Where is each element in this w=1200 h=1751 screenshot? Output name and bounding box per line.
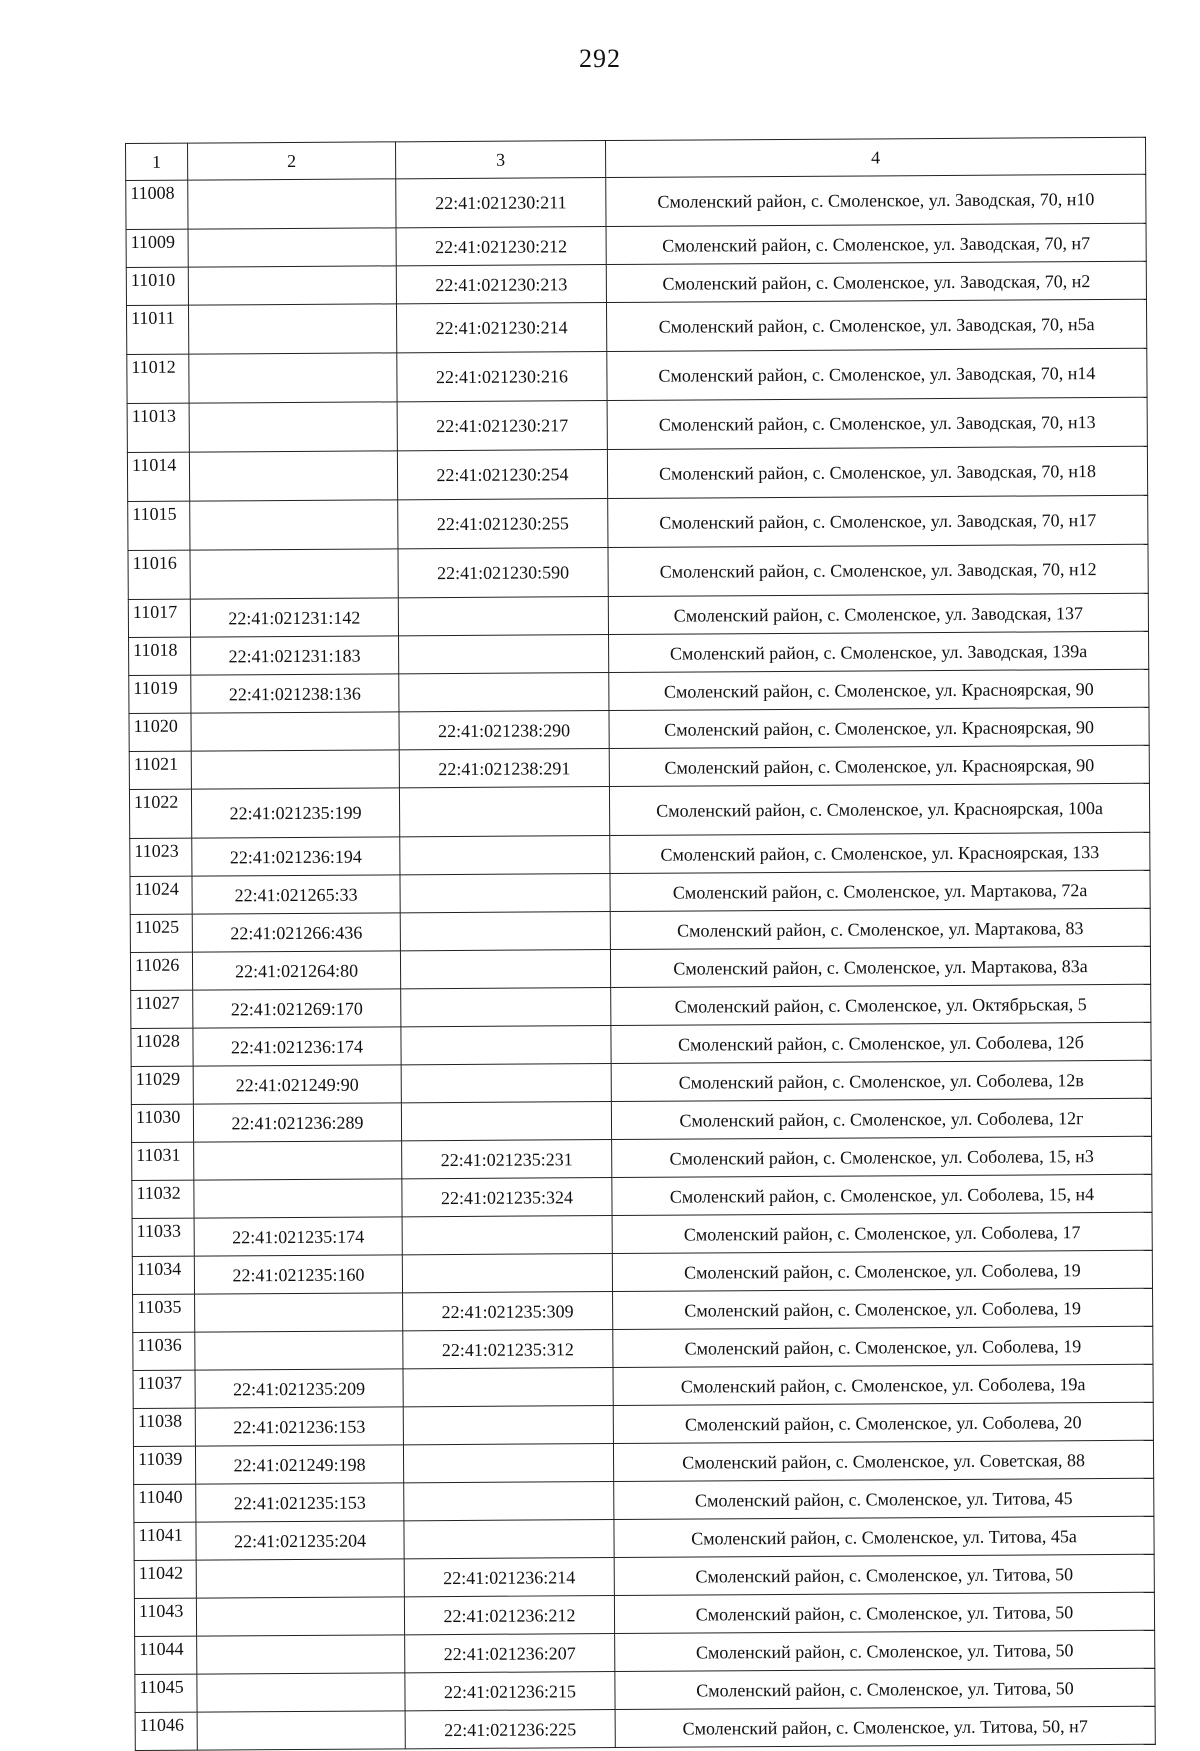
- cadastral-number-land-cell: [197, 1711, 405, 1750]
- address-cell: Смоленский район, с. Смоленское, ул. Соболева, 19а: [613, 1364, 1153, 1405]
- table-row: [130, 908, 1150, 952]
- cadastral-number-building-cell: [402, 1254, 612, 1293]
- table-row: [130, 946, 1150, 990]
- row-number-cell: 11033: [132, 1218, 194, 1256]
- row-number-cell: 11039: [133, 1446, 195, 1484]
- address-cell: Смоленский район, с. Смоленское, ул. Соболева, 15, н4: [612, 1174, 1152, 1215]
- cadastral-number-building-cell: [399, 673, 609, 712]
- address-cell: Смоленский район, с. Смоленское, ул. Титова, 45: [614, 1478, 1154, 1519]
- cadastral-number-land-cell: 22:41:021236:153: [195, 1407, 403, 1446]
- cadastral-number-building-cell: 22:41:021235:309: [403, 1292, 613, 1331]
- address-cell: Смоленский район, с. Смоленское, ул. Титова, 50: [614, 1554, 1154, 1595]
- cadastral-number-land-cell: 22:41:021264:80: [192, 951, 400, 990]
- cadastral-number-building-cell: 22:41:021238:291: [399, 749, 609, 788]
- cadastral-number-building-cell: 22:41:021230:212: [396, 227, 606, 266]
- row-number-cell: 11017: [128, 599, 190, 637]
- cadastral-number-land-cell: 22:41:021236:174: [193, 1027, 401, 1066]
- address-cell: Смоленский район, с. Смоленское, ул. Мартакова, 83: [610, 908, 1150, 949]
- table-header: [126, 137, 1146, 180]
- cadastral-number-building-cell: 22:41:021236:214: [404, 1558, 614, 1597]
- row-number-cell: 11031: [132, 1142, 194, 1180]
- table-row: [134, 1592, 1154, 1636]
- table-row: [126, 223, 1146, 267]
- address-cell: Смоленский район, с. Смоленское, ул. Соболева, 12г: [611, 1098, 1151, 1139]
- table-row: [134, 1478, 1154, 1522]
- row-number-cell: 11014: [127, 452, 189, 501]
- cadastral-number-land-cell: 22:41:021236:194: [192, 837, 400, 876]
- cadastral-number-land-cell: 22:41:021269:170: [193, 989, 401, 1028]
- table-row: [135, 1668, 1155, 1712]
- row-number-cell: 11018: [129, 637, 191, 675]
- address-cell: Смоленский район, с. Смоленское, ул. Соболева, 19: [612, 1250, 1152, 1291]
- cadastral-number-land-cell: [191, 750, 399, 789]
- cadastral-number-land-cell: [188, 228, 396, 267]
- table-row: [131, 1022, 1151, 1066]
- row-number-cell: 11022: [129, 789, 191, 838]
- table-row: [126, 174, 1146, 229]
- address-cell: Смоленский район, с. Смоленское, ул. Красноярская, 90: [609, 707, 1149, 748]
- cadastral-number-land-cell: 22:41:021235:204: [196, 1521, 404, 1560]
- cadastral-number-building-cell: [402, 1216, 612, 1255]
- cadastral-number-building-cell: 22:41:021236:212: [404, 1596, 614, 1635]
- address-cell: Смоленский район, с. Смоленское, ул. Красноярская, 133: [610, 832, 1150, 873]
- cadastral-number-building-cell: [400, 836, 610, 875]
- cadastral-number-land-cell: [188, 179, 396, 229]
- cadastral-number-land-cell: [197, 1635, 405, 1674]
- address-cell: Смоленский район, с. Смоленское, ул. Мартакова, 83а: [610, 946, 1150, 987]
- address-cell: Смоленский район, с. Смоленское, ул. Октябрьская, 5: [611, 984, 1151, 1025]
- cadastral-number-land-cell: 22:41:021238:136: [191, 674, 399, 713]
- address-cell: Смоленский район, с. Смоленское, ул. Титова, 50: [615, 1630, 1155, 1671]
- table-row: [132, 1212, 1152, 1256]
- cadastral-number-building-cell: 22:41:021238:290: [399, 711, 609, 750]
- row-number-cell: 11010: [126, 267, 188, 305]
- cadastral-number-land-cell: 22:41:021235:174: [194, 1217, 402, 1256]
- column-header-4: 4: [605, 137, 1145, 177]
- table-row: [133, 1440, 1153, 1484]
- cadastral-number-land-cell: [190, 500, 398, 550]
- table-row: [134, 1554, 1154, 1598]
- address-cell: Смоленский район, с. Смоленское, ул. Заводская, 137: [608, 593, 1148, 634]
- cadastral-number-land-cell: [188, 304, 396, 354]
- cadastral-number-land-cell: 22:41:021231:183: [191, 636, 399, 675]
- cadastral-number-land-cell: [189, 402, 397, 452]
- table-row: [130, 870, 1150, 914]
- cadastral-number-building-cell: [403, 1406, 613, 1445]
- table-row: [133, 1288, 1153, 1332]
- address-cell: Смоленский район, с. Смоленское, ул. Красноярская, 90: [609, 745, 1149, 786]
- row-number-cell: 11009: [126, 229, 188, 267]
- cadastral-number-building-cell: [400, 950, 610, 989]
- cadastral-number-building-cell: 22:41:021230:213: [396, 265, 606, 304]
- cadastral-number-building-cell: [404, 1520, 614, 1559]
- row-number-cell: 11011: [126, 305, 188, 354]
- row-number-cell: 11024: [130, 876, 192, 914]
- row-number-cell: 11041: [134, 1522, 196, 1560]
- row-number-cell: 11028: [131, 1028, 193, 1066]
- row-number-cell: 11035: [133, 1294, 195, 1332]
- cadastral-number-building-cell: [404, 1482, 614, 1521]
- cadastral-number-building-cell: [399, 635, 609, 674]
- cadastral-number-land-cell: [196, 1597, 404, 1636]
- table-row: [132, 1136, 1152, 1180]
- address-cell: Смоленский район, с. Смоленское, ул. Титова, 50: [615, 1668, 1155, 1709]
- cadastral-number-land-cell: 22:41:021235:160: [194, 1255, 402, 1294]
- row-number-cell: 11026: [130, 952, 192, 990]
- cadastral-number-building-cell: 22:41:021236:225: [405, 1710, 615, 1749]
- table-row: [129, 783, 1149, 838]
- table-body: [126, 174, 1156, 1750]
- address-cell: Смоленский район, с. Смоленское, ул. Соболева, 17: [612, 1212, 1152, 1253]
- address-cell: Смоленский район, с. Смоленское, ул. Соболева, 19: [613, 1326, 1153, 1367]
- page-number: 292: [579, 44, 621, 73]
- registry-table: [125, 137, 1156, 1751]
- row-number-cell: 11021: [129, 751, 191, 789]
- table-row: [126, 299, 1146, 354]
- row-number-cell: 11046: [135, 1712, 197, 1750]
- address-cell: Смоленский район, с. Смоленское, ул. Титова, 45а: [614, 1516, 1154, 1557]
- column-header-3: 3: [395, 141, 605, 179]
- table-row: [135, 1630, 1155, 1674]
- address-cell: Смоленский район, с. Смоленское, ул. Красноярская, 100а: [609, 783, 1149, 835]
- cadastral-number-land-cell: 22:41:021249:90: [193, 1065, 401, 1104]
- cadastral-number-land-cell: [195, 1293, 403, 1332]
- cadastral-number-building-cell: [400, 912, 610, 951]
- row-number-cell: 11029: [131, 1066, 193, 1104]
- row-number-cell: 11032: [132, 1180, 194, 1218]
- table-row: [135, 1706, 1155, 1750]
- row-number-cell: 11019: [129, 675, 191, 713]
- cadastral-number-building-cell: [401, 988, 611, 1027]
- address-cell: Смоленский район, с. Смоленское, ул. Соболева, 12в: [611, 1060, 1151, 1101]
- table-row: [131, 1060, 1151, 1104]
- row-number-cell: 11037: [133, 1370, 195, 1408]
- address-cell: Смоленский район, с. Смоленское, ул. Соболева, 19: [613, 1288, 1153, 1329]
- address-cell: Смоленский район, с. Смоленское, ул. Заводская, 139а: [609, 631, 1149, 672]
- table-row: [132, 1174, 1152, 1218]
- row-number-cell: 11025: [130, 914, 192, 952]
- row-number-cell: 11044: [135, 1636, 197, 1674]
- row-number-cell: 11023: [130, 838, 192, 876]
- table-row: [133, 1364, 1153, 1408]
- cadastral-number-land-cell: [196, 1559, 404, 1598]
- cadastral-number-building-cell: [399, 787, 609, 837]
- cadastral-number-land-cell: 22:41:021249:198: [195, 1445, 403, 1484]
- address-cell: Смоленский район, с. Смоленское, ул. Соболева, 15, н3: [612, 1136, 1152, 1177]
- cadastral-number-building-cell: 22:41:021230:211: [396, 178, 606, 228]
- row-number-cell: 11038: [133, 1408, 195, 1446]
- cadastral-number-land-cell: [194, 1179, 402, 1218]
- table-row: [131, 984, 1151, 1028]
- table-row: [128, 495, 1148, 550]
- cadastral-number-land-cell: [195, 1331, 403, 1370]
- row-number-cell: 11013: [127, 403, 189, 452]
- cadastral-number-building-cell: [400, 874, 610, 913]
- address-cell: Смоленский район, с. Смоленское, ул. Заводская, 70, н17: [608, 495, 1148, 547]
- cadastral-number-building-cell: [401, 1064, 611, 1103]
- row-number-cell: 11045: [135, 1674, 197, 1712]
- cadastral-number-building-cell: 22:41:021235:312: [403, 1330, 613, 1369]
- cadastral-number-land-cell: [189, 353, 397, 403]
- cadastral-number-land-cell: [190, 549, 398, 599]
- row-number-cell: 11036: [133, 1332, 195, 1370]
- cadastral-number-land-cell: 22:41:021231:142: [190, 598, 398, 637]
- cadastral-number-building-cell: [403, 1368, 613, 1407]
- cadastral-number-land-cell: 22:41:021235:199: [191, 788, 399, 838]
- column-header-2: 2: [188, 142, 396, 180]
- cadastral-number-building-cell: 22:41:021235:324: [402, 1178, 612, 1217]
- cadastral-number-building-cell: 22:41:021230:217: [397, 401, 607, 451]
- address-cell: Смоленский район, с. Смоленское, ул. Заводская, 70, н13: [607, 397, 1147, 449]
- address-cell: Смоленский район, с. Смоленское, ул. Заводская, 70, н12: [608, 544, 1148, 596]
- row-number-cell: 11027: [131, 990, 193, 1028]
- row-number-cell: 11040: [134, 1484, 196, 1522]
- cadastral-number-building-cell: [403, 1444, 613, 1483]
- row-number-cell: 11015: [128, 501, 190, 550]
- row-number-cell: 11012: [127, 354, 189, 403]
- address-cell: Смоленский район, с. Смоленское, ул. Титова, 50, н7: [615, 1706, 1155, 1747]
- cadastral-number-land-cell: [197, 1673, 405, 1712]
- table-row: [131, 1098, 1151, 1142]
- table-row: [129, 707, 1149, 751]
- address-cell: Смоленский район, с. Смоленское, ул. Заводская, 70, н7: [606, 223, 1146, 264]
- cadastral-number-land-cell: [191, 712, 399, 751]
- row-number-cell: 11042: [134, 1560, 196, 1598]
- cadastral-number-land-cell: [189, 451, 397, 501]
- cadastral-number-building-cell: [401, 1026, 611, 1065]
- address-cell: Смоленский район, с. Смоленское, ул. Заводская, 70, н10: [606, 174, 1146, 226]
- address-cell: Смоленский район, с. Смоленское, ул. Мартакова, 72а: [610, 870, 1150, 911]
- table-row: [129, 631, 1149, 675]
- column-header-1: 1: [126, 143, 188, 180]
- row-number-cell: 11043: [134, 1598, 196, 1636]
- cadastral-number-land-cell: [194, 1141, 402, 1180]
- address-cell: Смоленский район, с. Смоленское, ул. Советская, 88: [613, 1440, 1153, 1481]
- row-number-cell: 11030: [131, 1104, 193, 1142]
- table-row: [127, 397, 1147, 452]
- cadastral-number-building-cell: 22:41:021230:255: [398, 499, 608, 549]
- cadastral-number-building-cell: 22:41:021230:254: [397, 450, 607, 500]
- table-row: [128, 593, 1148, 637]
- table-row: [130, 832, 1150, 876]
- cadastral-number-land-cell: [188, 266, 396, 305]
- row-number-cell: 11020: [129, 713, 191, 751]
- table-row: [133, 1402, 1153, 1446]
- table-row: [127, 348, 1147, 403]
- address-cell: Смоленский район, с. Смоленское, ул. Соболева, 20: [613, 1402, 1153, 1443]
- table-row: [134, 1516, 1154, 1560]
- address-cell: Смоленский район, с. Смоленское, ул. Заводская, 70, н18: [607, 446, 1147, 498]
- table-row: [127, 446, 1147, 501]
- cadastral-number-land-cell: 22:41:021235:153: [196, 1483, 404, 1522]
- cadastral-number-land-cell: 22:41:021235:209: [195, 1369, 403, 1408]
- table-row: [128, 544, 1148, 599]
- address-cell: Смоленский район, с. Смоленское, ул. Заводская, 70, н2: [606, 261, 1146, 302]
- cadastral-number-building-cell: 22:41:021230:214: [396, 303, 606, 353]
- header-row: [126, 137, 1146, 180]
- table-row: [126, 261, 1146, 305]
- address-cell: Смоленский район, с. Смоленское, ул. Заводская, 70, н14: [607, 348, 1147, 400]
- address-cell: Смоленский район, с. Смоленское, ул. Красноярская, 90: [609, 669, 1149, 710]
- address-cell: Смоленский район, с. Смоленское, ул. Заводская, 70, н5а: [606, 299, 1146, 351]
- cadastral-number-land-cell: 22:41:021266:436: [192, 913, 400, 952]
- cadastral-number-building-cell: [401, 1102, 611, 1141]
- cadastral-number-building-cell: [398, 597, 608, 636]
- address-cell: Смоленский район, с. Смоленское, ул. Титова, 50: [614, 1592, 1154, 1633]
- cadastral-number-building-cell: 22:41:021230:590: [398, 548, 608, 598]
- cadastral-number-building-cell: 22:41:021230:216: [397, 352, 607, 402]
- table-row: [129, 669, 1149, 713]
- row-number-cell: 11034: [132, 1256, 194, 1294]
- cadastral-number-building-cell: 22:41:021235:231: [402, 1140, 612, 1179]
- address-cell: Смоленский район, с. Смоленское, ул. Соболева, 12б: [611, 1022, 1151, 1063]
- cadastral-number-building-cell: 22:41:021236:207: [405, 1634, 615, 1673]
- row-number-cell: 11016: [128, 550, 190, 599]
- table-row: [133, 1326, 1153, 1370]
- table-row: [129, 745, 1149, 789]
- cadastral-number-land-cell: 22:41:021265:33: [192, 875, 400, 914]
- row-number-cell: 11008: [126, 180, 188, 229]
- cadastral-number-land-cell: 22:41:021236:289: [193, 1103, 401, 1142]
- cadastral-number-building-cell: 22:41:021236:215: [405, 1672, 615, 1711]
- table-row: [132, 1250, 1152, 1294]
